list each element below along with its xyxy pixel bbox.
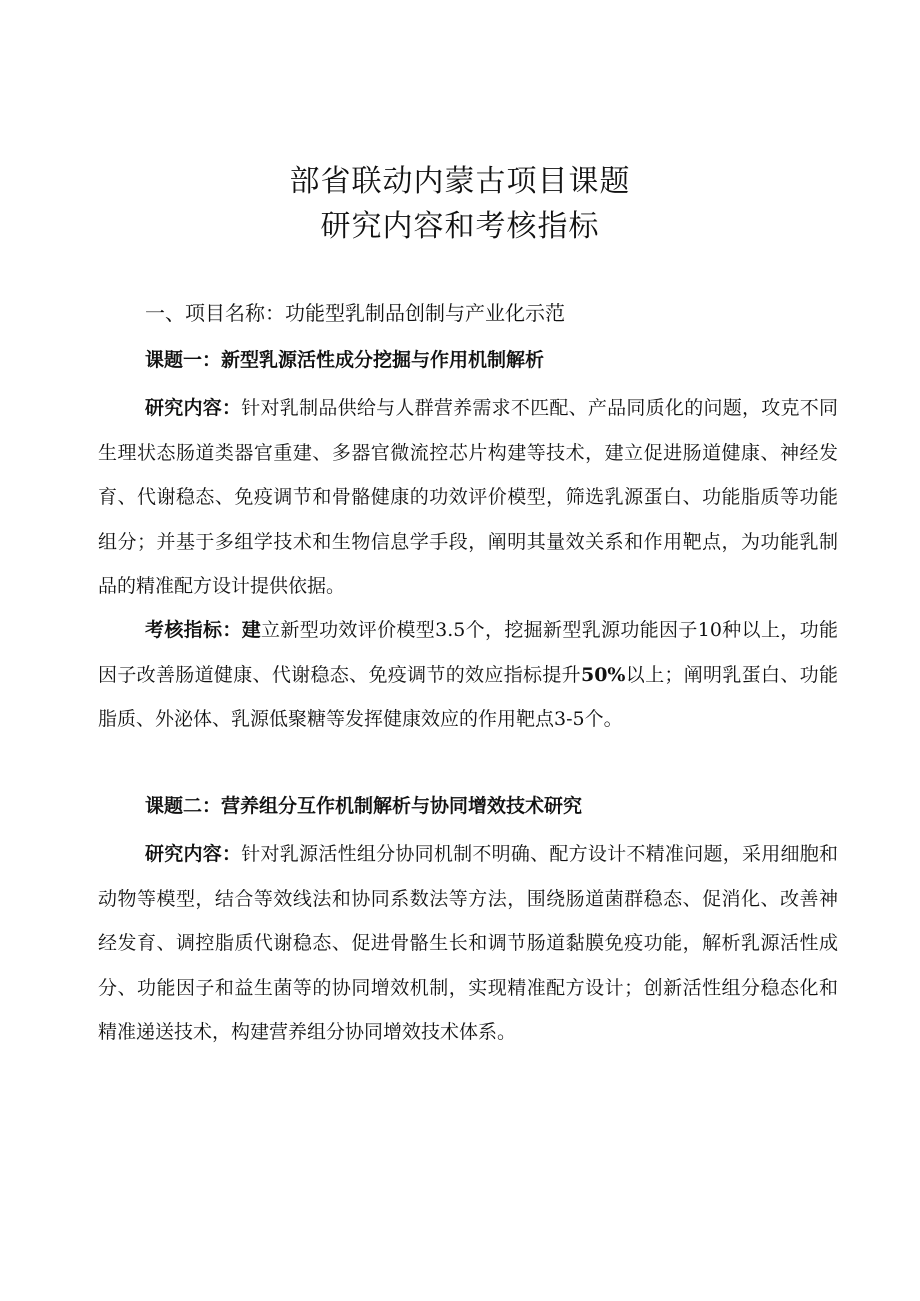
assessment-text-a: 立新型功效评价模型3.5个，挖掘新型乳源功能因子 xyxy=(261,619,698,641)
assessment-bold-char: 建 xyxy=(241,619,262,641)
assessment-number-10: 10 xyxy=(697,619,722,641)
assessment-label: 考核指标： xyxy=(145,619,242,641)
topic-2-heading: 课题二：营养组分互作机制解析与协同增效技术研究 xyxy=(145,795,583,817)
research-content-label: 研究内容： xyxy=(145,843,242,865)
project-name-heading: 一、项目名称：功能型乳制品创制与产业化示范 xyxy=(145,301,565,325)
research-content-text: 针对乳源活性组分协同机制不明确、配方设计不精准问题，采用细胞和动物等模型，结合等效线法和协同系数法等方法，围绕肠道菌群稳态、促消化、改善神经发育、调控脂质代谢稳态、促进骨骼生长和调节肠道黏膜免疫功能，解析乳源活性成分、功能因子和益生菌等的协同增效机制，实现精准配方设计；创新活性组分稳态化和精准递送技术，构建营养组分协同增效技术体系。 xyxy=(98,843,838,1043)
assessment-percent-50: 50% xyxy=(580,663,626,686)
topic-1-heading: 课题一：新型乳源活性成分挖掘与作用机制解析 xyxy=(145,349,545,371)
assessment-text-b: 种以上，功能因子改善肠道健康、代谢稳态、免疫调节的效应指标提升 xyxy=(98,619,838,686)
research-content-label: 研究内容： xyxy=(145,397,242,419)
document-title-line-1: 部省联动内蒙古项目课题 xyxy=(289,164,631,199)
topic-1-assessment-paragraph xyxy=(98,608,838,742)
research-content-text: 针对乳制品供给与人群营养需求不匹配、产品同质化的问题，攻克不同生理状态肠道类器官重建、多器官微流控芯片构建等技术，建立促进肠道健康、神经发育、代谢稳态、免疫调节和骨骼健康的功效评价模型，筛选乳源蛋白、功能脂质等功能组分；并基于多组学技术和生物信息学手段，阐明其量效关系和作用靶点，为功能乳制品的精准配方设计提供依据。 xyxy=(98,397,838,597)
assessment-text-c: 以上；阐明乳蛋白、功能脂质、外泌体、乳源低聚糖等发挥健康效应的作用靶点3-5个。 xyxy=(98,663,838,730)
document-title-line-2: 研究内容和考核指标 xyxy=(320,209,600,244)
topic-1-research-paragraph xyxy=(98,386,838,609)
topic-2-research-paragraph xyxy=(98,832,838,1055)
